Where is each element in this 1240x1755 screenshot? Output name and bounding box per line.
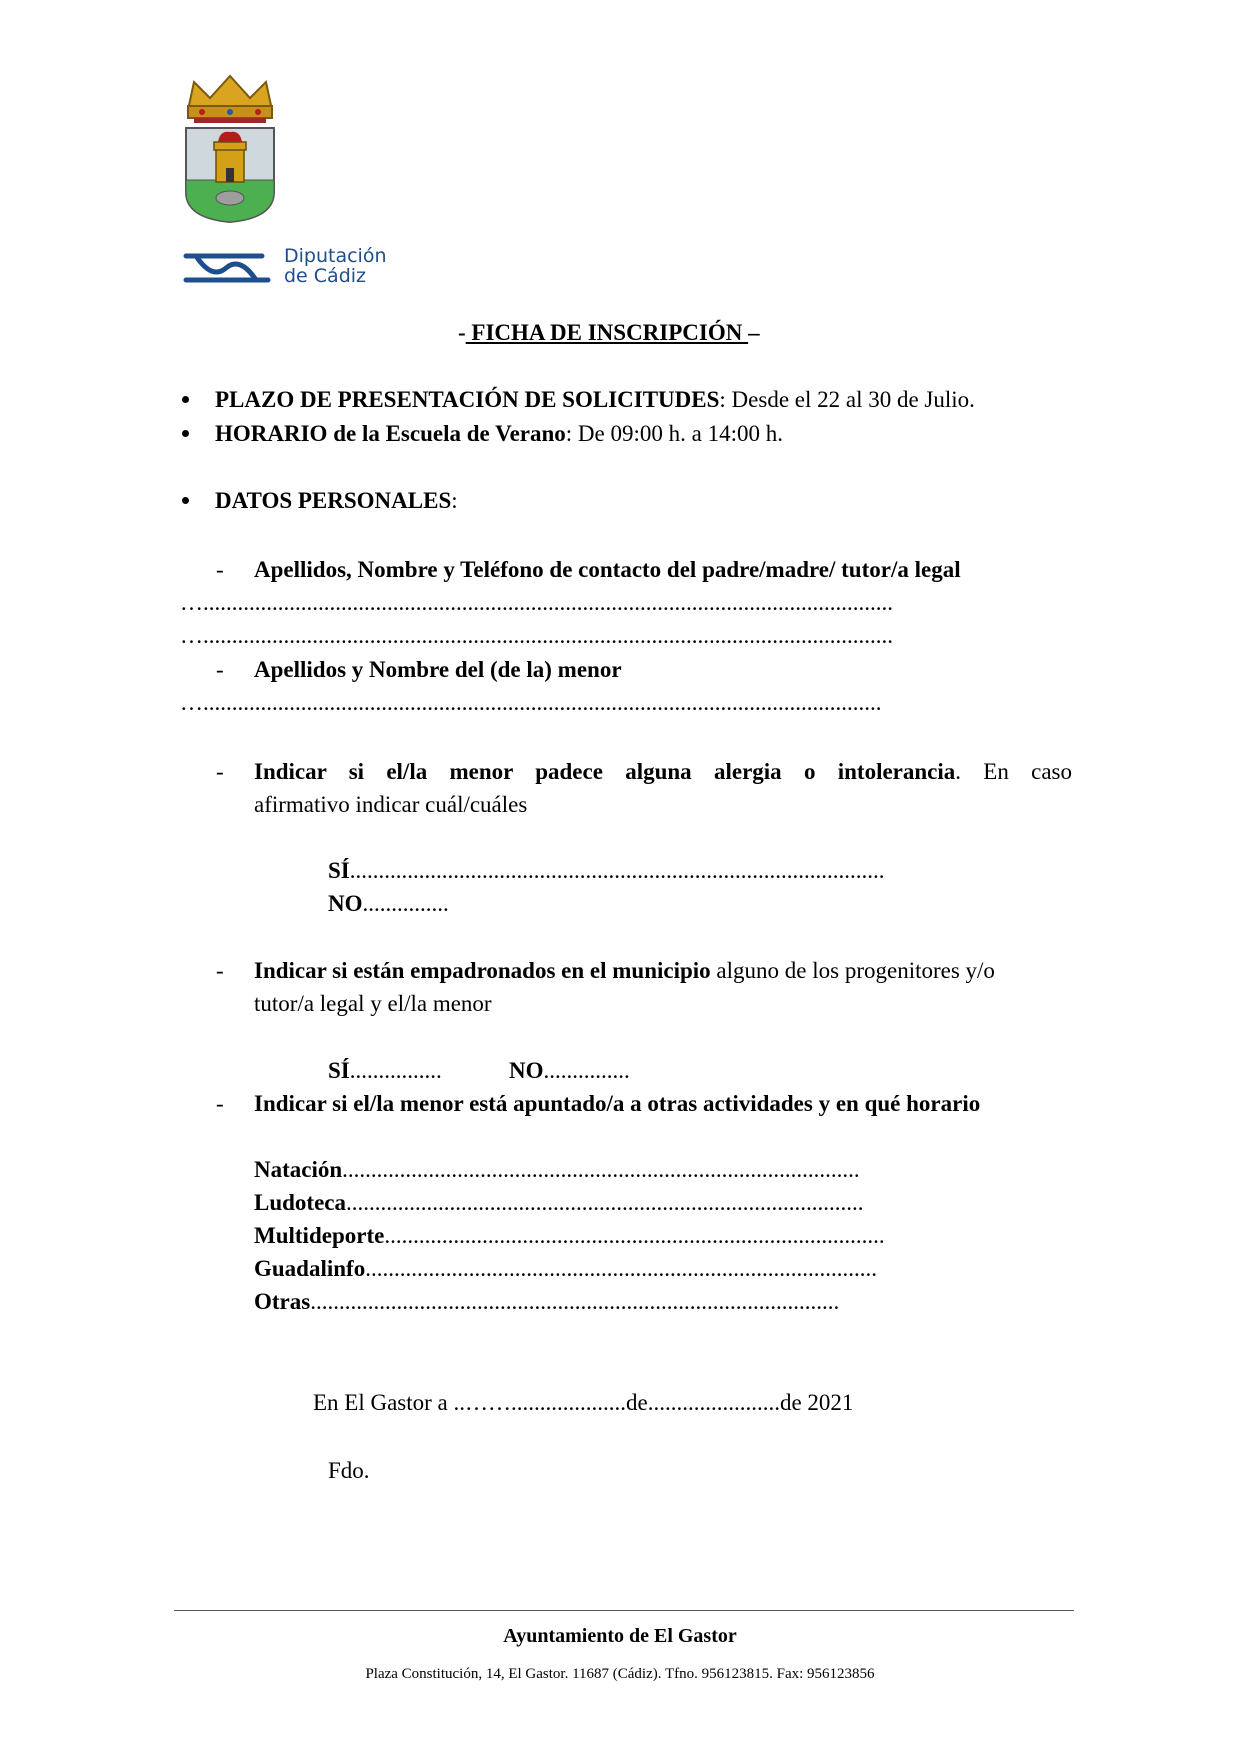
datos-line <box>215 487 458 515</box>
diputacion-logo-text <box>284 246 387 286</box>
bullet-icon <box>182 396 189 403</box>
bullet-icon <box>182 497 189 504</box>
signature-fdo: Fdo. <box>328 1458 370 1483</box>
alergia-si-label: SÍ <box>328 858 350 883</box>
alergia-line-2: afirmativo indicar cuál/cuáles <box>254 792 528 817</box>
footer-entity: Ayuntamiento de El Gastor <box>503 1625 737 1647</box>
plazo-label: PLAZO DE PRESENTACIÓN DE SOLICITUDES <box>215 387 720 412</box>
alergia-no-label: NO <box>328 891 363 916</box>
diputacion-logo-icon <box>182 250 272 286</box>
bullet-icon <box>182 430 189 437</box>
tutor-field-line-2[interactable]: …........................................................................................................................ <box>180 623 893 648</box>
horario-label: HORARIO de la Escuela de Verano <box>215 421 566 446</box>
plazo-value: : Desde el 22 al 30 de Julio. <box>719 387 975 412</box>
actividad-dots: ......................................................................................... <box>365 1256 877 1281</box>
empadronados-si[interactable] <box>328 1057 442 1085</box>
actividad-natacion[interactable] <box>254 1156 860 1184</box>
actividad-label: Guadalinfo <box>254 1256 366 1281</box>
empadronados-line-1 <box>254 957 995 985</box>
tutor-label: Apellidos, Nombre y Teléfono de contacto del padre/madre/ tutor/a legal <box>254 557 961 582</box>
place-date-line[interactable]: En El Gastor a ..……....................de.......................de 2021 <box>313 1390 854 1415</box>
empadronados-no-dots: ............... <box>543 1058 630 1083</box>
dash-marker: - <box>216 557 224 582</box>
empadronados-no-label: NO <box>509 1058 544 1083</box>
page-title <box>458 319 760 347</box>
actividad-label: Ludoteca <box>254 1190 346 1215</box>
footer-address: Plaza Constitución, 14, El Gastor. 11687 (Cádiz). Tfno. 956123815. Fax: 956123856 <box>365 1666 875 1682</box>
dash-marker: - <box>216 1091 224 1116</box>
plazo-line <box>215 386 975 414</box>
actividad-label: Multideporte <box>254 1223 385 1248</box>
actividad-guadalinfo[interactable] <box>254 1255 877 1283</box>
title-prefix: - <box>458 320 466 345</box>
datos-label: DATOS PERSONALES <box>215 488 452 513</box>
actividad-otras[interactable] <box>254 1288 839 1316</box>
actividad-dots: ....................................................................................... <box>384 1223 885 1248</box>
actividad-label: Natación <box>254 1157 343 1182</box>
datos-colon: : <box>451 488 458 513</box>
dash-marker: - <box>216 759 224 784</box>
actividad-dots: ............................................................................................ <box>310 1289 840 1314</box>
empadronados-si-label: SÍ <box>328 1058 350 1083</box>
actividad-dots: .......................................................................................... <box>342 1157 860 1182</box>
actividad-ludoteca[interactable] <box>254 1189 864 1217</box>
footer-divider <box>174 1610 1074 1611</box>
dash-marker: - <box>216 958 224 983</box>
dash-marker: - <box>216 657 224 682</box>
horario-line <box>215 420 783 448</box>
alergia-line-1 <box>254 758 1072 786</box>
horario-value: : De 09:00 h. a 14:00 h. <box>565 421 783 446</box>
alergia-no[interactable] <box>328 890 449 918</box>
empadronados-line-2: tutor/a legal y el/la menor <box>254 991 492 1016</box>
actividades-label: Indicar si el/la menor está apuntado/a a otras actividades y en qué horario <box>254 1091 981 1116</box>
actividad-dots: .......................................................................................... <box>346 1190 864 1215</box>
alergia-no-dots: ............... <box>362 891 449 916</box>
actividad-label: Otras <box>254 1289 311 1314</box>
alergia-rest-1: . En caso <box>955 759 1072 784</box>
empadronados-no[interactable] <box>509 1057 630 1085</box>
diputacion-logo-line1: Diputación <box>284 245 387 267</box>
empadronados-rest-1: alguno de los progenitores y/o <box>710 958 995 983</box>
diputacion-logo-line2: de Cádiz <box>284 265 367 287</box>
alergia-si-dots: ............................................................................................. <box>349 858 885 883</box>
tutor-field-line-1[interactable]: …........................................................................................................................ <box>180 590 893 615</box>
alergia-label: Indicar si el/la menor padece alguna alergia o intolerancia <box>254 759 956 784</box>
actividad-multideporte[interactable] <box>254 1222 885 1250</box>
menor-label: Apellidos y Nombre del (de la) menor <box>254 657 622 682</box>
empadronados-label: Indicar si están empadronados en el municipio <box>254 958 711 983</box>
menor-field-line[interactable]: …...................................................................................................................... <box>180 690 882 715</box>
title-text: FICHA DE INSCRIPCIÓN <box>465 320 749 345</box>
empadronados-si-dots: ................ <box>349 1058 442 1083</box>
title-suffix: – <box>748 320 760 345</box>
coat-of-arms-icon <box>180 72 280 224</box>
alergia-si[interactable] <box>328 857 885 885</box>
